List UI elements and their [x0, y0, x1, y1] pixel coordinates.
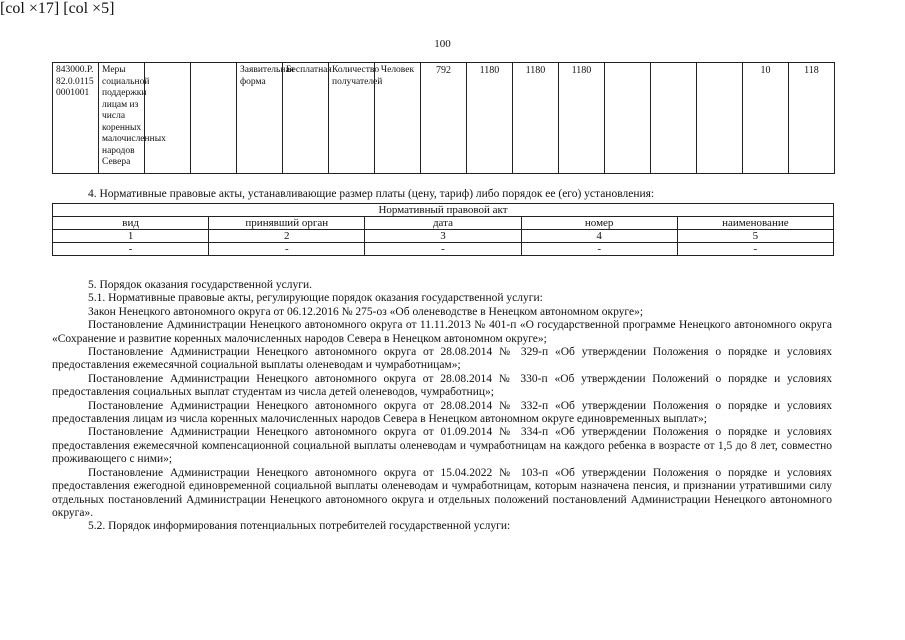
cell-value-1: 1180	[467, 63, 513, 174]
cell-okei: 792	[421, 63, 467, 174]
column-number: 5	[677, 230, 833, 243]
cell-empty-2	[651, 63, 697, 174]
legal-act-item: Постановление Администрации Ненецкого автономного округа от 28.08.2014 № 330-п «Об утверждении Положений о порядке и условиях предоставления социальных выплат студентам из числа детей оленеводов, чумработниц»;	[52, 372, 832, 399]
cell-deviation-percent: 10	[743, 63, 789, 174]
cell-value-2: 1180	[513, 63, 559, 174]
cell-deviation-abs: 118	[789, 63, 835, 174]
table-cell: -	[209, 243, 365, 256]
header-authority: принявший орган	[209, 217, 365, 230]
cell-empty-1	[605, 63, 651, 174]
column-number: 2	[209, 230, 365, 243]
column-number: 3	[365, 230, 521, 243]
section-5-body	[52, 279, 832, 534]
cell-value-3: 1180	[559, 63, 605, 174]
section-5-title: 5. Порядок оказания государственной услуги.	[88, 279, 312, 291]
cell-col3	[145, 63, 191, 174]
service-code: 843000.Р.82.0.01150001001	[53, 63, 99, 174]
legal-acts-table	[52, 203, 834, 256]
table-row	[53, 204, 834, 217]
table-cell: -	[365, 243, 521, 256]
column-number: 4	[521, 230, 677, 243]
group-header: Нормативный правовой акт	[53, 204, 834, 217]
legal-act-item: Постановление Администрации Ненецкого автономного округа от 11.11.2013 № 401-п «О государственной программе Ненецкого автономного округа «Сохранение и развитие коренных малочисленных народов Севера в Ненецком автономном округе»;	[52, 319, 832, 345]
legal-act-item: Постановление Администрации Ненецкого автономного округа от 01.09.2014 № 334-п «Об утверждении Положения о порядке и условиях предоставления ежемесячной компенсационной социальной выплаты оленеводам и чумработницам на каждого ребенка в возрасте от 1,5 до 8 лет, совместно проживающего с ними»;	[52, 426, 832, 466]
table-row	[53, 243, 834, 256]
section-5-1-title: 5.1. Нормативные правовые акты, регулирующие порядок оказания государственной услуги:	[88, 292, 543, 305]
legal-act-item: Постановление Администрации Ненецкого автономного округа от 15.04.2022 № 103-п «Об утверждении Положения о порядке и условиях предоставления ежегодной единовременной социальной выплаты оленеводам и чумработницам, которым назначена пенсия, и признании утратившими силу отдельных постановлений Администрации Ненецкого автономного округа и отдельных положений постановлений Администрации Ненецкого автономного округа».	[52, 466, 832, 519]
section-4-title: 4. Нормативные правовые акты, устанавливающие размер платы (цену, тариф) либо порядок ее (его) установления:	[88, 188, 655, 200]
table-cell: -	[53, 243, 209, 256]
cell-payment: Бесплатная	[283, 63, 329, 174]
header-kind: вид	[53, 217, 209, 230]
header-date: дата	[365, 217, 521, 230]
table-cell: -	[521, 243, 677, 256]
section-5-2-title: 5.2. Порядок информирования потенциальных потребителей государственной услуги:	[88, 520, 511, 533]
table-cell: -	[677, 243, 833, 256]
legal-act-item: Постановление Администрации Ненецкого автономного округа от 28.08.2014 № 329-п «Об утверждении Положения о порядке и условиях предоставления ежемесячной социальной выплаты оленеводам и чумработницам»;	[52, 346, 832, 372]
column-number: 1	[53, 230, 209, 243]
table-row	[53, 217, 834, 230]
cell-unit: Человек	[375, 63, 421, 174]
cell-empty-3	[697, 63, 743, 174]
service-name: Меры социальной поддержки лицам из числа коренных малочисленных народов Севера	[99, 63, 145, 174]
cell-col4	[191, 63, 237, 174]
header-name: наименование	[677, 217, 833, 230]
legal-act-item: Закон Ненецкого автономного округа от 06.12.2016 № 275-оз «Об оленеводстве в Ненецком автономном округе»;	[88, 305, 644, 318]
page-number: 100	[434, 38, 451, 50]
cell-basis: Заявительная форма	[237, 63, 283, 174]
table-row	[53, 63, 835, 174]
cell-indicator: Количество получателей	[329, 63, 375, 174]
table-row	[53, 230, 834, 243]
legal-act-item: Постановление Администрации Ненецкого автономного округа от 28.08.2014 № 332-п «Об утверждении Положения о порядке и условиях предоставления лицам из числа коренных малочисленных народов Севера в Ненецком автономном округе единовременных выплат»;	[52, 399, 832, 426]
header-number: номер	[521, 217, 677, 230]
service-volume-table	[52, 62, 835, 174]
